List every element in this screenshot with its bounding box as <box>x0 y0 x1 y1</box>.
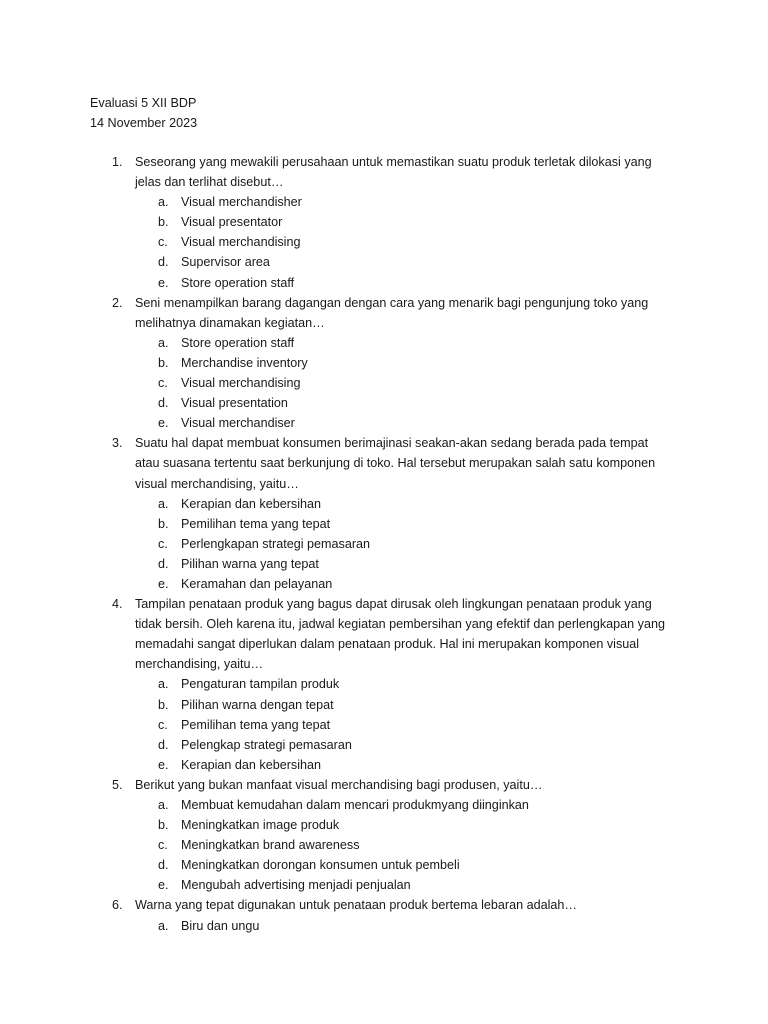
option-text: Visual merchandising <box>181 235 301 250</box>
answer-option <box>0 252 768 272</box>
answer-option <box>0 232 768 252</box>
option-text: Visual merchandising <box>181 376 301 391</box>
answer-option <box>0 735 768 755</box>
document-date: 14 November 2023 <box>90 116 198 130</box>
answer-option <box>0 413 768 433</box>
option-letter: a. <box>158 335 169 350</box>
option-letter: c. <box>158 376 168 391</box>
option-letter: d. <box>158 556 169 571</box>
option-letter: c. <box>158 235 168 250</box>
option-text: Visual presentator <box>181 215 283 230</box>
option-letter: d. <box>158 737 169 752</box>
option-text: Perlengkapan strategi pemasaran <box>181 536 371 551</box>
option-text: Pemilihan tema yang tepat <box>181 516 331 531</box>
question-item <box>0 775 768 896</box>
answer-option <box>0 916 768 936</box>
answer-option <box>0 815 768 835</box>
answer-option <box>0 554 768 574</box>
answer-option <box>0 273 768 293</box>
option-letter: c. <box>158 717 168 732</box>
option-text: Biru dan ungu <box>181 918 260 933</box>
option-letter: e. <box>158 878 169 893</box>
option-text: Store operation staff <box>181 335 295 350</box>
question-item <box>0 433 768 594</box>
question-number: 2. <box>112 295 123 310</box>
option-letter: e. <box>158 275 169 290</box>
option-letter: e. <box>158 576 169 591</box>
option-letter: a. <box>158 918 169 933</box>
document-title: Evaluasi 5 XII BDP <box>90 96 197 110</box>
option-letter: a. <box>158 195 169 210</box>
answer-option <box>0 393 768 413</box>
answer-option <box>0 755 768 775</box>
answer-option <box>0 333 768 353</box>
answer-option <box>0 212 768 232</box>
option-letter: e. <box>158 416 169 431</box>
option-text: Meningkatkan image produk <box>181 818 340 833</box>
option-letter: e. <box>158 757 169 772</box>
option-text: Keramahan dan pelayanan <box>181 576 333 591</box>
option-text: Visual merchandisher <box>181 195 302 210</box>
option-text: Visual merchandiser <box>181 416 295 431</box>
question-text: Seseorang yang mewakili perusahaan untuk memastikan suatu produk terletak dilokasi yang jelas dan terlihat disebut… <box>135 155 652 190</box>
option-text: Visual presentation <box>181 396 288 411</box>
option-letter: d. <box>158 858 169 873</box>
option-text: Membuat kemudahan dalam mencari produkmyang diinginkan <box>181 798 529 812</box>
option-text: Pilihan warna yang tepat <box>181 556 319 571</box>
question-item <box>0 594 768 775</box>
question-number: 3. <box>112 436 123 451</box>
option-text: Meningkatkan brand awareness <box>181 838 360 853</box>
answer-option <box>0 353 768 373</box>
question-number: 6. <box>112 898 123 913</box>
question-text: Tampilan penataan produk yang bagus dapat dirusak oleh lingkungan penataan produk yang tidak bersih. Oleh karena itu, jadwal kegiatan pembersihan yang efektif dan perlengkapan yang memadahi sangat diperlukan dalam penataan produk. Hal ini merupakan komponen visual merchandising, yaitu… <box>135 597 665 672</box>
option-letter: c. <box>158 838 168 853</box>
option-letter: b. <box>158 818 169 833</box>
answer-option <box>0 855 768 875</box>
option-text: Mengubah advertising menjadi penjualan <box>181 878 411 893</box>
answer-option <box>0 192 768 212</box>
option-text: Pemilihan tema yang tepat <box>181 717 331 732</box>
option-letter: b. <box>158 516 169 531</box>
option-text: Store operation staff <box>181 275 295 290</box>
answer-option <box>0 373 768 393</box>
answer-option <box>0 534 768 554</box>
question-item <box>0 895 768 935</box>
answer-option <box>0 715 768 735</box>
answer-option <box>0 835 768 855</box>
option-letter: b. <box>158 355 169 370</box>
option-letter: a. <box>158 798 169 812</box>
option-letter: b. <box>158 215 169 230</box>
option-letter: d. <box>158 396 169 411</box>
option-text: Kerapian dan kebersihan <box>181 757 322 772</box>
question-number: 1. <box>112 155 123 169</box>
option-letter: c. <box>158 536 168 551</box>
option-text: Supervisor area <box>181 255 270 270</box>
question-item <box>0 152 768 293</box>
answer-option <box>0 875 768 895</box>
document-header <box>90 93 197 133</box>
option-text: Meningkatkan dorongan konsumen untuk pembeli <box>181 858 460 873</box>
answer-option <box>0 494 768 514</box>
option-letter: b. <box>158 697 169 712</box>
question-text: Suatu hal dapat membuat konsumen berimajinasi seakan-akan sedang berada pada tempat atau suasana tertentu saat berkunjung di toko. Hal tersebut merupakan salah satu komponen visual merchandising, yaitu… <box>135 436 656 491</box>
answer-option <box>0 695 768 715</box>
question-text: Berikut yang bukan manfaat visual merchandising bagi produsen, yaitu… <box>135 777 543 792</box>
answer-option <box>0 795 768 815</box>
answer-option <box>0 514 768 534</box>
option-letter: a. <box>158 496 169 511</box>
option-text: Pengaturan tampilan produk <box>181 677 340 692</box>
option-text: Pilihan warna dengan tepat <box>181 697 334 712</box>
option-letter: a. <box>158 677 169 692</box>
option-text: Pelengkap strategi pemasaran <box>181 737 352 752</box>
option-letter: d. <box>158 255 169 270</box>
option-text: Kerapian dan kebersihan <box>181 496 322 511</box>
question-number: 4. <box>112 597 123 612</box>
question-text: Warna yang tepat digunakan untuk penataan produk bertema lebaran adalah… <box>135 898 578 913</box>
question-number: 5. <box>112 777 123 792</box>
question-list <box>0 152 768 936</box>
question-text: Seni menampilkan barang dagangan dengan cara yang menarik bagi pengunjung toko yang melihatnya dinamakan kegiatan… <box>135 295 649 330</box>
answer-option <box>0 674 768 694</box>
option-text: Merchandise inventory <box>181 355 308 370</box>
answer-option <box>0 574 768 594</box>
question-item <box>0 293 768 434</box>
